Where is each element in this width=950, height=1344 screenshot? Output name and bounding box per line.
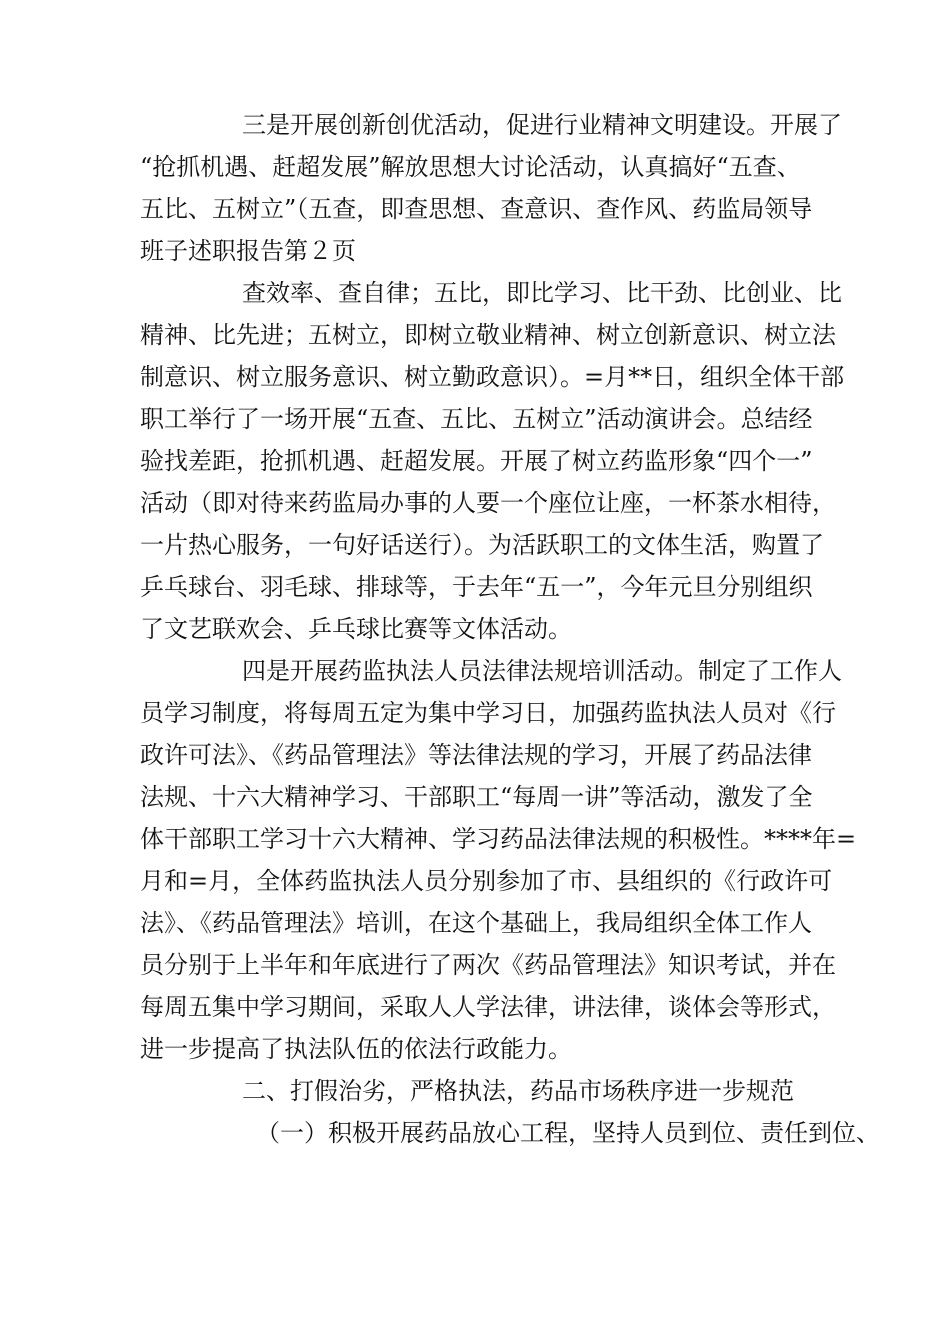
text-line bbox=[0, 231, 950, 271]
text-line-content: 查效率、查自律；五比，即比学习、比干劲、比创业、比 bbox=[242, 279, 842, 307]
text-line-content: 乒乓球台、羽毛球、排球等，于去年“五一”，今年元旦分别组织 bbox=[140, 573, 813, 601]
text-line-content: 政许可法》、《药品管理法》等法律法规的学习，开展了药品法律 bbox=[140, 741, 812, 769]
text-line bbox=[0, 1029, 950, 1069]
text-line bbox=[0, 483, 950, 523]
text-line bbox=[0, 357, 950, 397]
text-line-content: 五比、五树立”（五查，即查思想、查意识、查作风、药监局领导 bbox=[140, 195, 813, 223]
text-line bbox=[0, 567, 950, 607]
text-line-content: 精神、比先进；五树立，即树立敬业精神、树立创新意识、树立法 bbox=[140, 321, 836, 349]
text-line bbox=[0, 441, 950, 481]
text-line bbox=[0, 903, 950, 943]
text-line-content: 体干部职工学习十六大精神、学习药品法律法规的积极性。****年= bbox=[140, 825, 857, 853]
text-line-content: 一片热心服务，一句好话送行）。为活跃职工的文体生活，购置了 bbox=[140, 531, 824, 559]
text-line bbox=[0, 1113, 950, 1153]
text-line bbox=[0, 399, 950, 439]
text-line bbox=[0, 189, 950, 229]
text-line bbox=[0, 777, 950, 817]
text-line bbox=[0, 987, 950, 1027]
text-line bbox=[0, 609, 950, 649]
text-line-content: 了文艺联欢会、乒乓球比赛等文体活动。 bbox=[140, 615, 572, 643]
text-line-content: 职工举行了一场开展“五查、五比、五树立”活动演讲会。总结经 bbox=[140, 405, 813, 433]
text-line-content: 三是开展创新创优活动，促进行业精神文明建设。开展了 bbox=[242, 111, 842, 139]
text-line-content: 班子述职报告第２页 bbox=[140, 237, 356, 265]
text-line bbox=[0, 105, 950, 145]
text-line bbox=[0, 651, 950, 691]
text-line-content: 活动（即对待来药监局办事的人要一个座位让座，一杯茶水相待， bbox=[140, 489, 836, 517]
text-line-content: 进一步提高了执法队伍的依法行政能力。 bbox=[140, 1035, 572, 1063]
section-heading bbox=[0, 1071, 950, 1111]
text-line bbox=[0, 945, 950, 985]
text-line-content: 月和=月，全体药监执法人员分别参加了市、县组织的《行政许可 bbox=[140, 867, 833, 895]
text-line bbox=[0, 693, 950, 733]
text-line bbox=[0, 273, 950, 313]
text-line bbox=[0, 735, 950, 775]
text-line bbox=[0, 861, 950, 901]
text-line bbox=[0, 819, 950, 859]
text-line-content: 员学习制度，将每周五定为集中学习日，加强药监执法人员对《行 bbox=[140, 699, 836, 727]
text-line bbox=[0, 315, 950, 355]
text-line-content: （一）积极开展药品放心工程，坚持人员到位、责任到位、 bbox=[256, 1119, 880, 1147]
text-line-content: 员分别于上半年和年底进行了两次《药品管理法》知识考试，并在 bbox=[140, 951, 836, 979]
text-line-content: 法规、十六大精神学习、干部职工“每周一讲”等活动，激发了全 bbox=[140, 783, 813, 811]
text-line-content: 验找差距，抢抓机遇、赶超发展。开展了树立药监形象“四个一” bbox=[140, 447, 813, 475]
text-line-content: 四是开展药监执法人员法律法规培训活动。制定了工作人 bbox=[242, 657, 842, 685]
text-line-content: 制意识、树立服务意识、树立勤政意识）。=月**日，组织全体干部 bbox=[140, 363, 845, 391]
text-line-content: “抢抓机遇、赶超发展”解放思想大讨论活动，认真搞好“五查、 bbox=[140, 153, 801, 181]
text-line-content: 每周五集中学习期间，采取人人学法律，讲法律，谈体会等形式， bbox=[140, 993, 836, 1021]
text-line-content: 法》、《药品管理法》培训，在这个基础上，我局组织全体工作人 bbox=[140, 909, 812, 937]
text-line-content: 二、打假治劣，严格执法，药品市场秩序进一步规范 bbox=[242, 1077, 794, 1105]
text-line bbox=[0, 147, 950, 187]
text-line bbox=[0, 525, 950, 565]
